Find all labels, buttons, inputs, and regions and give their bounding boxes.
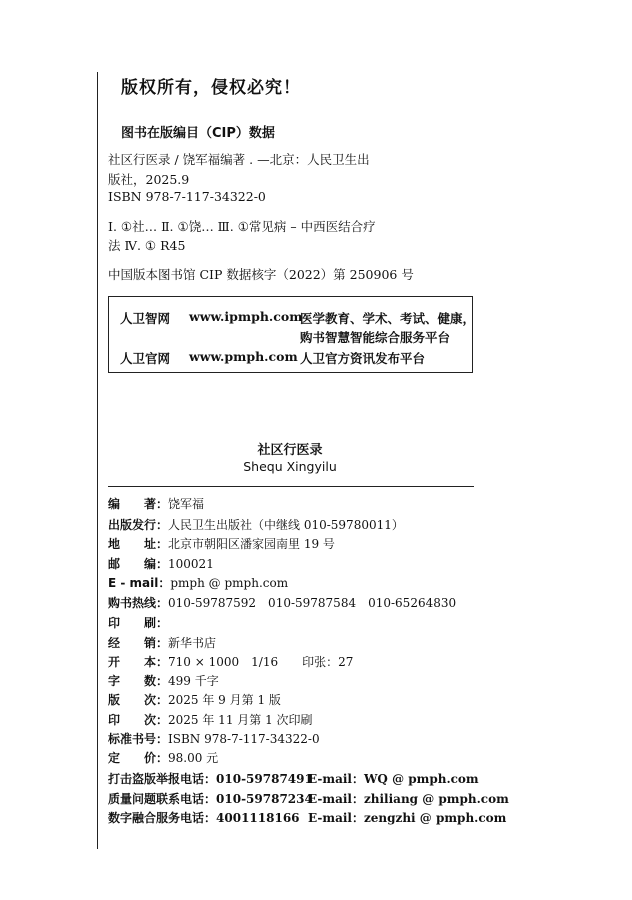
contact-phone: 4001118166 [216, 811, 300, 825]
contact-label: 质量问题联系电话： [108, 792, 217, 806]
detail-value: 北京市朝阳区潘家园南里 19 号 [168, 537, 335, 551]
title-divider [108, 486, 474, 487]
cip-line-1: 社区行医录 / 饶军福编著 . —北京：人民卫生出 [108, 152, 370, 167]
detail-label: 邮 编： [108, 557, 169, 571]
detail-row [108, 653, 353, 670]
detail-label: 版 次： [108, 693, 169, 707]
copyright-notice: 版权所有，侵权必究！ [121, 78, 301, 98]
detail-row [108, 711, 313, 728]
contact-row [108, 770, 479, 787]
contact-row [108, 809, 506, 826]
book-title-pinyin: Shequ Xingyilu [243, 459, 337, 474]
detail-row [108, 730, 320, 747]
platform-name-ipmph: 人卫智网 [120, 311, 171, 326]
contact-email: E-mail：WQ @ pmph.com [308, 772, 479, 786]
detail-value: ISBN 978-7-117-34322-0 [168, 732, 320, 746]
detail-row [108, 535, 335, 552]
detail-row [108, 634, 216, 651]
platform-desc-ipmph-b: 购书智慧智能综合服务平台 [300, 330, 451, 345]
detail-value: 100021 [168, 557, 214, 571]
detail-row [108, 691, 281, 708]
cip-line-5: 法 Ⅳ. ① R45 [108, 238, 186, 253]
cip-line-3: ISBN 978-7-117-34322-0 [108, 189, 266, 204]
detail-label: 出版发行： [108, 518, 169, 532]
contact-phone: 010-59787491 [216, 772, 313, 786]
detail-value: 499 千字 [168, 674, 219, 688]
detail-value: 饶军福 [168, 497, 205, 511]
detail-value: 710 × 1000 1/16 印张：27 [168, 655, 354, 669]
platform-desc-ipmph-a: 医学教育、学术、考试、健康， [300, 311, 476, 326]
detail-value: 98.00 元 [168, 751, 219, 765]
detail-label: 印 刷： [108, 616, 169, 630]
cip-heading: 图书在版编目（CIP）数据 [121, 126, 275, 141]
cip-line-4: Ⅰ. ①社… Ⅱ. ①饶… Ⅲ. ①常见病 – 中西医结合疗 [108, 219, 376, 234]
detail-label: 字 数： [108, 674, 169, 688]
detail-value: 2025 年 11 月第 1 次印刷 [168, 713, 313, 727]
contact-email: E-mail：zengzhi @ pmph.com [308, 811, 507, 825]
contact-email: E-mail：zhiliang @ pmph.com [308, 792, 509, 806]
detail-row [108, 594, 456, 611]
detail-label: 经 销： [108, 636, 169, 650]
platform-url-pmph[interactable]: www.pmph.com [189, 349, 298, 364]
detail-value: 010-59787592 010-59787584 010-65264830 [168, 596, 457, 610]
contact-phone: 010-59787234 [216, 792, 313, 806]
platform-links-box [108, 296, 476, 373]
detail-row [108, 749, 218, 766]
detail-label: 定 价： [108, 751, 169, 765]
book-title-chinese: 社区行医录 [257, 443, 323, 458]
detail-value: 2025 年 9 月第 1 版 [168, 693, 281, 707]
detail-label: 开 本： [108, 655, 169, 669]
detail-label: 标准书号： [108, 732, 169, 746]
detail-row [108, 614, 168, 631]
detail-value: 人民卫生出版社（中继线 010-59780011） [168, 518, 404, 532]
platform-url-ipmph[interactable]: www.ipmph.com [189, 309, 303, 324]
detail-row [108, 555, 214, 572]
contact-row [108, 790, 509, 807]
detail-label: E - mail： [108, 576, 171, 590]
detail-label: 印 次： [108, 713, 169, 727]
detail-label: 购书热线： [108, 596, 169, 610]
detail-label: 编 著： [108, 497, 169, 511]
contact-label: 打击盗版举报电话： [108, 772, 217, 786]
detail-row [108, 574, 288, 591]
detail-row [108, 672, 219, 689]
detail-value: pmph @ pmph.com [170, 576, 289, 590]
detail-row [108, 516, 404, 533]
platform-name-pmph: 人卫官网 [120, 351, 171, 366]
cip-line-2: 版社，2025.9 [108, 172, 190, 187]
detail-row [108, 495, 204, 512]
platform-desc-pmph: 人卫官方资讯发布平台 [300, 351, 426, 366]
contact-label: 数字融合服务电话： [108, 811, 217, 825]
detail-label: 地 址： [108, 537, 169, 551]
detail-value: 新华书店 [168, 636, 217, 650]
cip-line-6: 中国版本图书馆 CIP 数据核字（2022）第 250906 号 [108, 267, 414, 282]
